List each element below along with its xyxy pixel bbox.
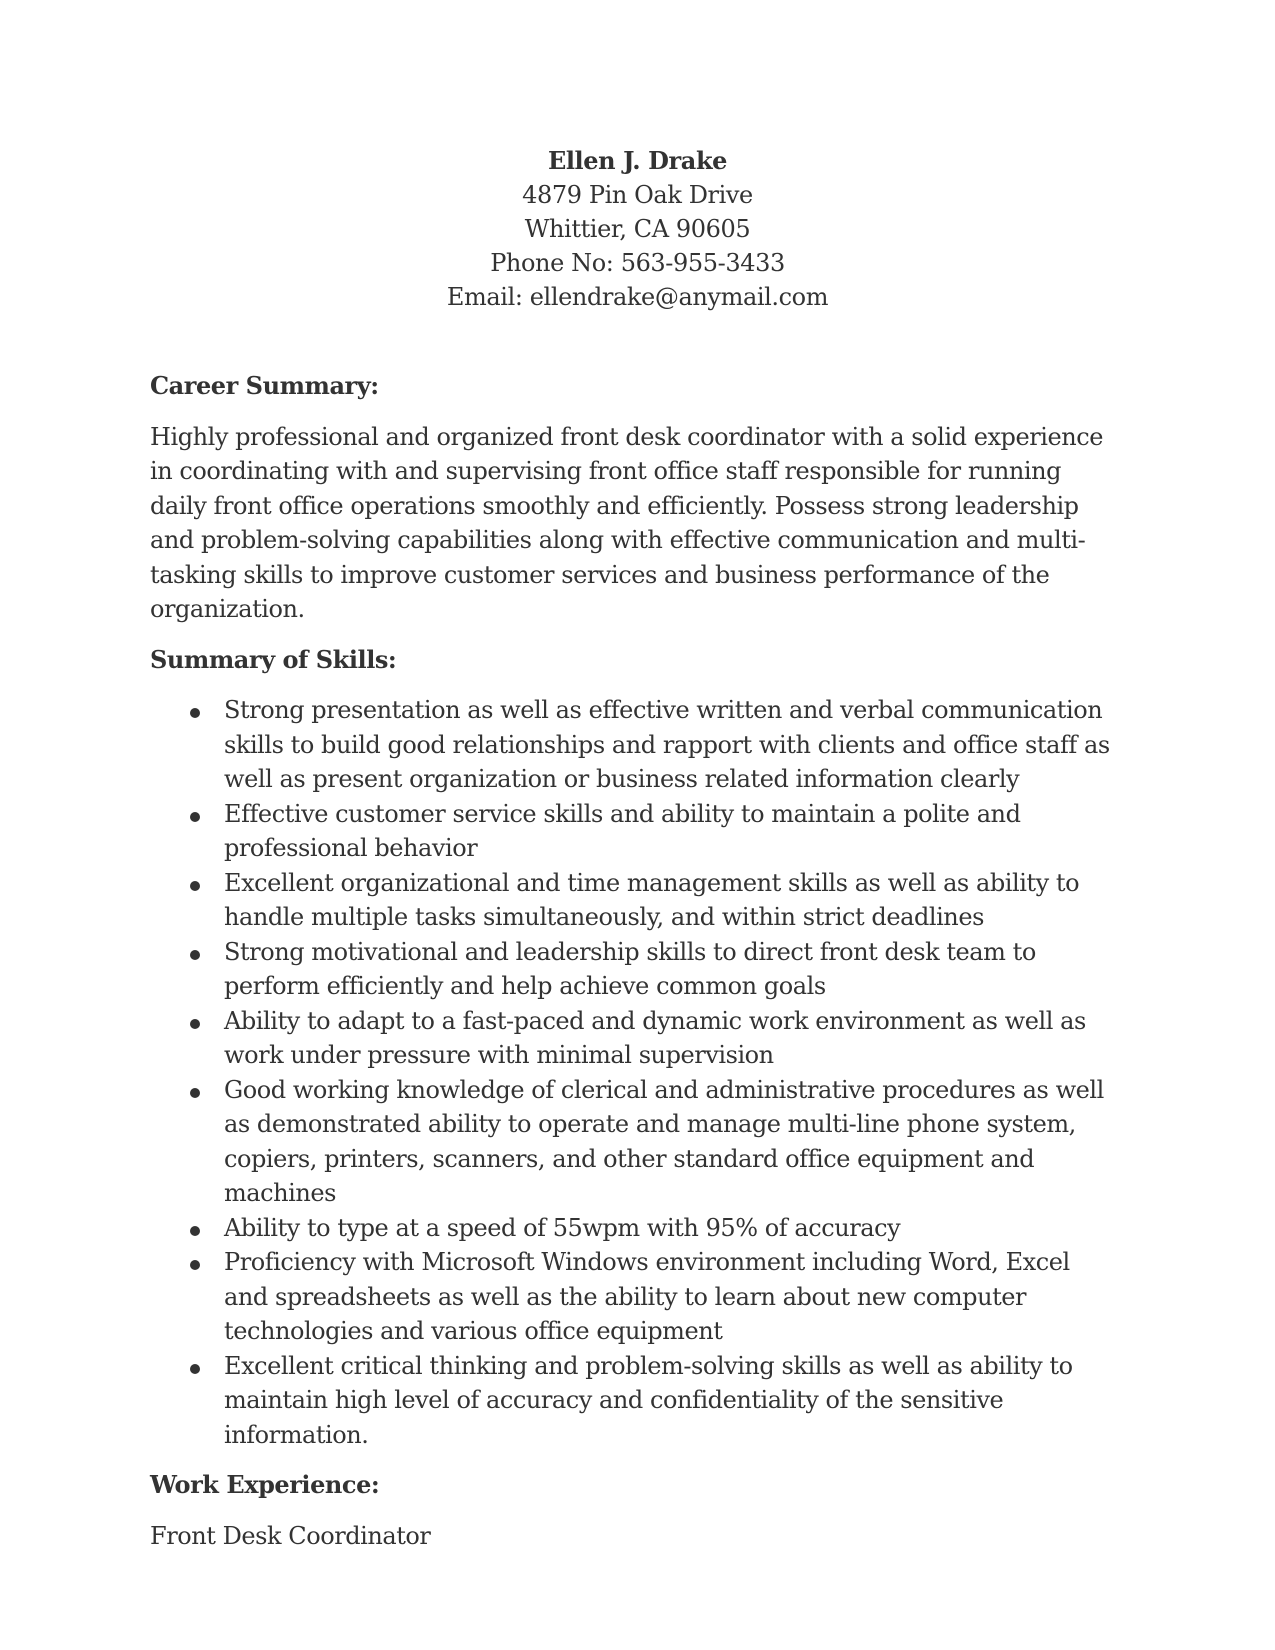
resume-body [150,369,1120,1553]
list-item [150,935,1120,1004]
skills-heading: Summary of Skills: [150,644,397,674]
applicant-name: Ellen J. Drake [547,146,728,175]
list-item [150,1349,1120,1453]
bullet-icon [190,812,200,822]
list-item [150,866,1120,935]
skill-text: Ability to type at a speed of 55wpm with 95% of accuracy [224,1213,901,1242]
list-item [150,1245,1120,1349]
bullet-icon [190,708,200,718]
skill-text: Excellent critical thinking and problem-solving skills as well as ability to maintain high level of accuracy and confidentiality of the sensitive information. [224,1351,1073,1449]
skills-list [150,693,1120,1452]
work-experience-heading: Work Experience: [150,1470,380,1499]
list-item [150,1073,1120,1211]
skill-text: Strong motivational and leadership skills to direct front desk team to perform efficiently and help achieve common goals [224,937,1036,1000]
phone-number: Phone No: 563-955-3433 [490,249,785,277]
bullet-icon [190,950,200,960]
job-title: Front Desk Coordinator [150,1521,431,1550]
skill-text: Good working knowledge of clerical and administrative procedures as well as demonstrated ability to operate and manage multi-line phone system, copiers, printers, scanners, and other standard office equipment and machines [224,1075,1104,1207]
career-summary-heading: Career Summary: [150,371,379,400]
bullet-icon [190,881,200,891]
bullet-icon [190,1260,200,1270]
list-item [150,1004,1120,1073]
skill-text: Excellent organizational and time management skills as well as ability to handle multiple tasks simultaneously, and within strict deadlines [224,868,1080,931]
email-address: Email: ellendrake@anymail.com [446,283,829,311]
bullet-icon [190,1226,200,1236]
bullet-icon [190,1088,200,1098]
bullet-icon [190,1019,200,1029]
skill-text: Ability to adapt to a fast-paced and dynamic work environment as well as work under pressure with minimal supervision [224,1006,1086,1069]
address-line-2: Whittier, CA 90605 [524,215,751,243]
skill-text: Effective customer service skills and ability to maintain a polite and professional behavior [224,799,1021,862]
contact-header [0,144,1275,314]
skill-text: Proficiency with Microsoft Windows environment including Word, Excel and spreadsheets as well as the ability to learn about new computer technologies and various office equipment [224,1248,1070,1345]
bullet-icon [190,1364,200,1374]
career-summary-text: Highly professional and organized front desk coordinator with a solid experience in coordinating with and supervising front office staff responsible for running daily front office operations smoothly and efficiently. Possess strong leadership and problem-solving capabilities along with effective communication and multi-tasking skills to improve customer services and business performance of the organization. [150,422,1103,623]
list-item [150,693,1120,797]
skill-text: Strong presentation as well as effective written and verbal communication skills to build good relationships and rapport with clients and office staff as well as present organization or business related information clearly [224,696,1110,793]
list-item [150,1211,1120,1246]
list-item [150,797,1120,866]
address-line-1: 4879 Pin Oak Drive [522,181,753,209]
